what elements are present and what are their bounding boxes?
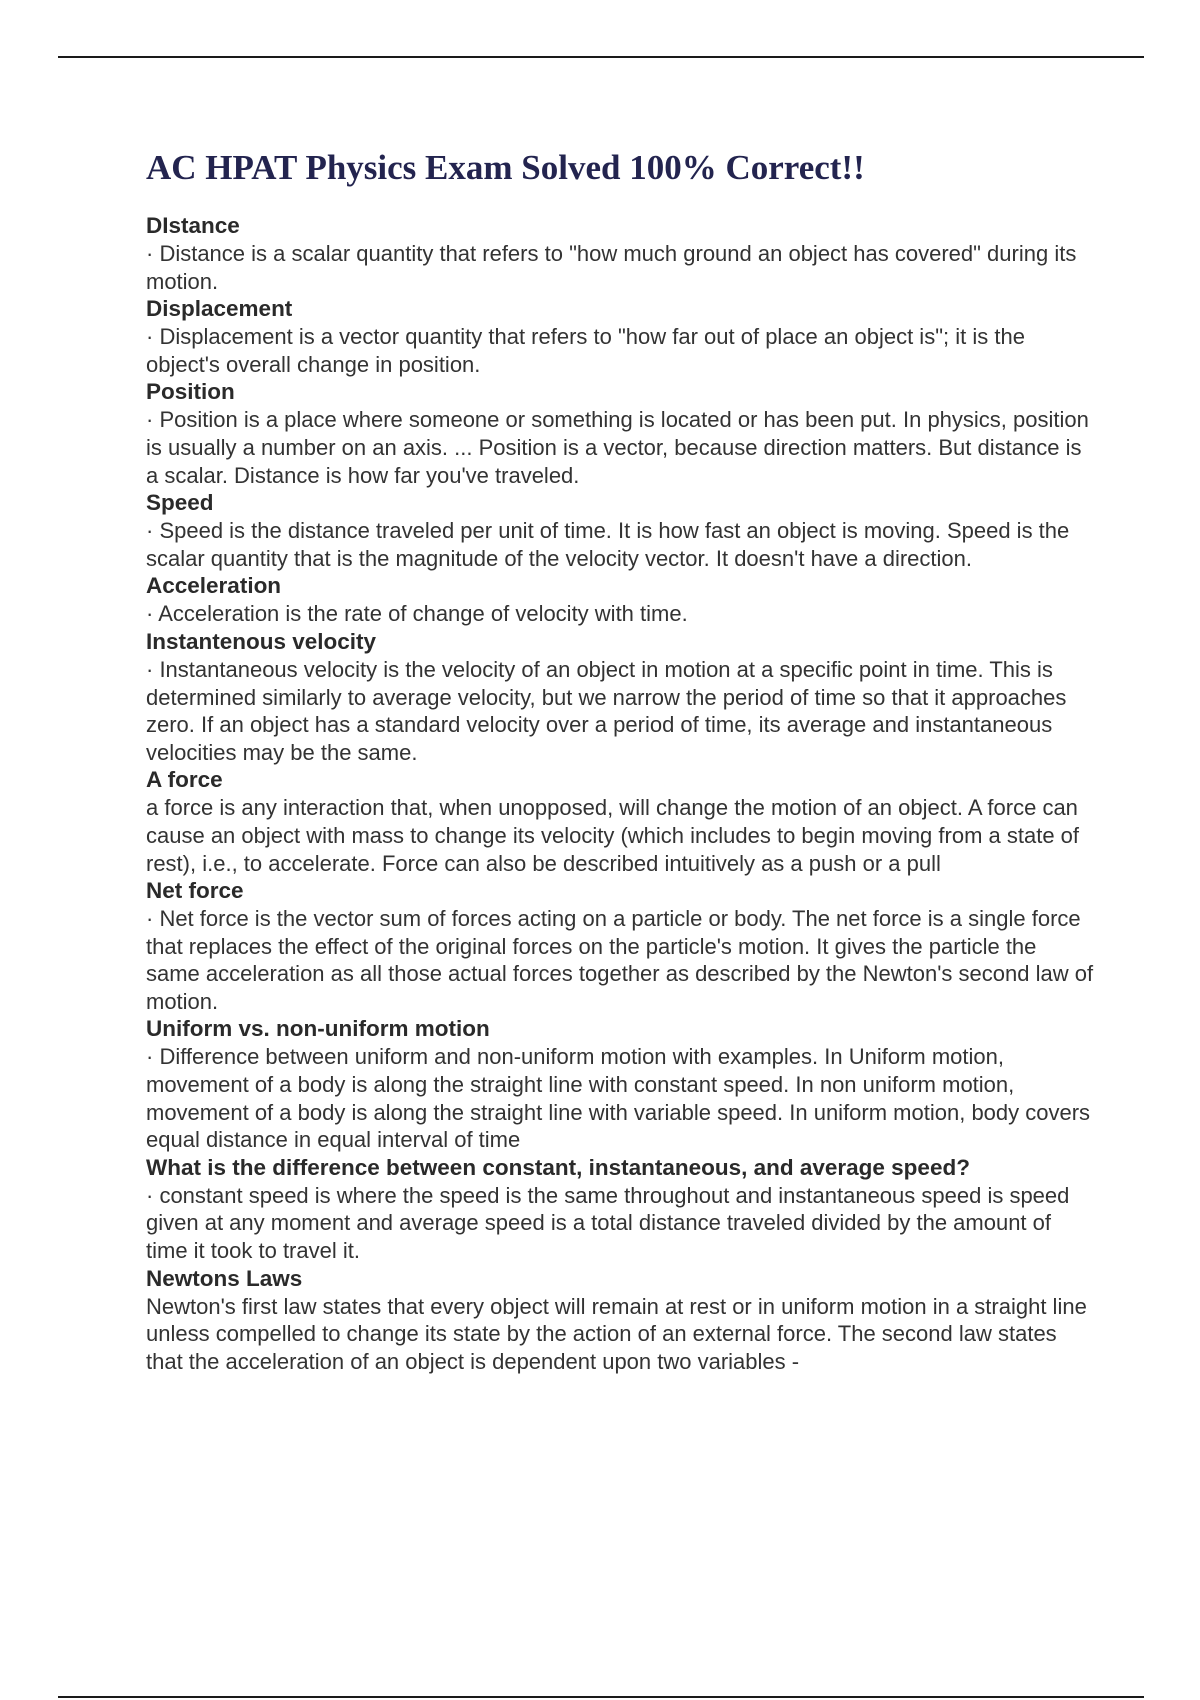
term-heading: A force [146, 767, 223, 793]
term-heading: Uniform vs. non-uniform motion [146, 1016, 490, 1042]
term-heading: Acceleration [146, 573, 282, 599]
entry-position [146, 378, 1096, 489]
document-title: AC HPAT Physics Exam Solved 100% Correct!! [146, 148, 865, 187]
term-definition: · Position is a place where someone or something is located or has been put. In physics, position is usually a number on an axis. ... Position is a vector, because direction matters. But distance is a scalar. Distance is how far you've traveled. [146, 407, 1089, 488]
term-definition: · Acceleration is the rate of change of velocity with time. [146, 601, 688, 627]
term-definition: · constant speed is where the speed is the same throughout and instantaneous speed is speed given at any moment and average speed is a total distance traveled divided by the amount of time it took to travel it. [146, 1182, 1070, 1264]
document-body [146, 144, 1096, 1375]
entry-instantaneous-velocity [146, 628, 1096, 766]
entry-newtons-laws [146, 1265, 1096, 1376]
term-heading: What is the difference between constant, instantaneous, and average speed? [146, 1154, 970, 1180]
bottom-rule [58, 1696, 1144, 1698]
entry-displacement [146, 295, 1096, 378]
entry-acceleration [146, 572, 1096, 628]
term-heading: Position [146, 379, 235, 405]
term-definition: · Displacement is a vector quantity that refers to "how far out of place an object is"; it is the object's overall change in position. [146, 324, 1025, 377]
term-heading: Speed [146, 490, 214, 516]
term-heading: Net force [146, 878, 244, 904]
term-definition: a force is any interaction that, when unopposed, will change the motion of an object. A force can cause an object with mass to change its velocity (which includes to begin moving from a state of rest), i.e., to accelerate. Force can also be described intuitively as a push or a pull [146, 795, 1080, 876]
term-heading: Instantenous velocity [146, 628, 377, 654]
entry-net-force [146, 877, 1096, 1015]
term-definition: · Net force is the vector sum of forces acting on a particle or body. The net force is a single force that replaces the effect of the original forces on the particle's motion. It gives the particle the same acceleration as all those actual forces together as described by the Newton's second law of motion. [146, 906, 1094, 1014]
term-definition: · Difference between uniform and non-uniform motion with examples. In Uniform motion, movement of a body is along the straight line with constant speed. In non uniform motion, movement of a body is along the straight line with variable speed. In uniform motion, body covers equal distance in equal interval of time [146, 1044, 1091, 1153]
entry-force [146, 766, 1096, 877]
term-heading: DIstance [146, 213, 240, 238]
term-definition: · Speed is the distance traveled per unit of time. It is how fast an object is moving. Speed is the scalar quantity that is the magnitude of the velocity vector. It doesn't have a direction. [146, 518, 1070, 571]
entry-speed-difference [146, 1154, 1096, 1265]
entry-speed [146, 489, 1096, 572]
term-definition: · Distance is a scalar quantity that refers to "how much ground an object has covered" during its motion. [146, 241, 1077, 294]
term-definition: Newton's first law states that every object will remain at rest or in uniform motion in a straight line unless compelled to change its state by the action of an external force. The second law states that the acceleration of an object is dependent upon two variables - [146, 1293, 1087, 1374]
entry-distance [146, 212, 1096, 295]
top-rule [58, 56, 1144, 58]
term-heading: Newtons Laws [146, 1265, 303, 1291]
entry-uniform-motion [146, 1015, 1096, 1153]
term-heading: Displacement [146, 296, 293, 322]
term-definition: · Instantaneous velocity is the velocity of an object in motion at a specific point in time. This is determined similarly to average velocity, but we narrow the period of time so that it approaches zero. If an object has a standard velocity over a period of time, its average and instantaneous velocities may be the same. [146, 656, 1067, 765]
